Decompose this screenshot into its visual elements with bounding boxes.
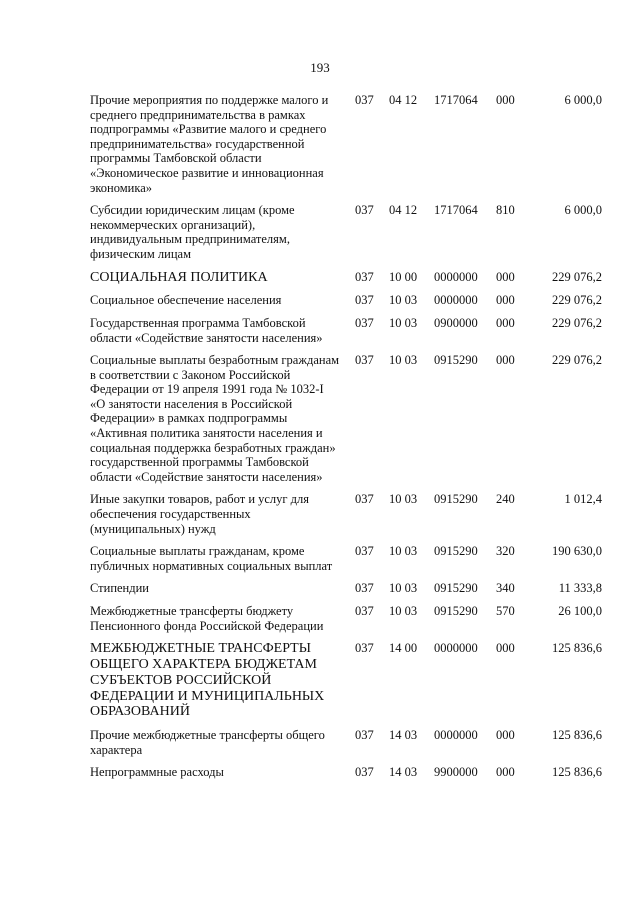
table-row [90, 203, 602, 261]
expense-type-code: 000 [496, 93, 515, 107]
row-name: Субсидии юридическим лицам (кроме некоммерческих организаций), индивидуальным предпринимателям, физическим лицам [90, 203, 295, 261]
expense-type-code: 570 [496, 604, 515, 619]
department-code: 037 [355, 203, 374, 218]
table-row [90, 765, 602, 780]
department-code: 037 [355, 544, 374, 559]
section-code: 10 03 [389, 492, 418, 507]
amount: 229 076,2 [552, 269, 602, 284]
row-name: Непрограммные расходы [90, 765, 224, 780]
target-article-code: 0915290 [434, 581, 478, 596]
amount: 229 076,2 [552, 293, 602, 308]
section-code: 10 00 [389, 269, 418, 284]
section-code: 10 03 [389, 353, 418, 368]
table-row [90, 728, 602, 757]
table-row [90, 353, 602, 484]
amount: 125 836,6 [552, 641, 602, 656]
target-article-code: 0000000 [434, 293, 478, 308]
row-name: Межбюджетные трансферты бюджету Пенсионного фонда Российской Федерации [90, 604, 324, 633]
section-code: 04 12 [389, 93, 418, 107]
amount: 1 012,4 [564, 492, 602, 507]
expense-type-code: 000 [496, 641, 515, 656]
expense-type-code: 320 [496, 544, 515, 559]
table-row [90, 316, 602, 345]
target-article-code: 0000000 [434, 641, 478, 656]
row-name: Государственная программа Тамбовской области «Содействие занятости населения» [90, 315, 323, 345]
section-code: 10 03 [389, 581, 418, 596]
table-row [90, 293, 602, 308]
target-article-code: 0915290 [434, 604, 478, 619]
section-code: 10 03 [389, 315, 418, 330]
target-article-code: 1717064 [434, 203, 478, 218]
row-name: МЕЖБЮДЖЕТНЫЕ ТРАНСФЕРТЫ ОБЩЕГО ХАРАКТЕРА БЮДЖЕТАМ СУБЪЕКТОВ РОССИЙСКОЙ ФЕДЕРАЦИИ И МУНИЦИПАЛЬНЫХ ОБРАЗОВАНИЙ [90, 641, 325, 720]
row-name: Иные закупки товаров, работ и услуг для обеспечения государственных (муниципальных) нужд [90, 492, 310, 536]
row-name: Социальные выплаты гражданам, кроме публичных нормативных социальных выплат [90, 544, 333, 573]
table-row [90, 270, 602, 286]
department-code: 037 [355, 492, 374, 507]
department-code: 037 [355, 93, 374, 107]
page-number: 193 [310, 60, 330, 75]
section-code: 14 00 [389, 641, 418, 656]
expense-type-code: 240 [496, 492, 515, 507]
expense-type-code: 810 [496, 203, 515, 218]
expense-type-code: 000 [496, 765, 515, 780]
amount: 229 076,2 [552, 315, 602, 330]
department-code: 037 [355, 765, 374, 780]
row-name: СОЦИАЛЬНАЯ ПОЛИТИКА [90, 269, 268, 285]
row-name: Прочие мероприятия по поддержке малого и среднего предпринимательства в рамках подпрограммы «Развитие малого и среднего предпринимательства» государственной программы Тамбовской области «Экономическое развитие и инновационная экономика» [90, 93, 329, 195]
row-name: Прочие межбюджетные трансферты общего характера [90, 728, 325, 757]
section-code: 04 12 [389, 203, 418, 218]
amount: 6 000,0 [564, 203, 602, 218]
budget-table [90, 93, 602, 788]
expense-type-code: 000 [496, 315, 515, 330]
row-name: Стипендии [90, 581, 149, 596]
table-row [90, 544, 602, 573]
department-code: 037 [355, 641, 374, 656]
expense-type-code: 000 [496, 728, 515, 743]
amount: 6 000,0 [564, 93, 602, 107]
amount: 11 333,8 [558, 581, 602, 596]
expense-type-code: 000 [496, 293, 515, 308]
amount: 125 836,6 [552, 728, 602, 743]
department-code: 037 [355, 581, 374, 596]
target-article-code: 9900000 [434, 765, 478, 780]
amount: 190 630,0 [552, 544, 602, 559]
section-code: 10 03 [389, 293, 418, 308]
amount: 125 836,6 [552, 765, 602, 780]
target-article-code: 0915290 [434, 492, 478, 507]
target-article-code: 1717064 [434, 93, 478, 107]
section-code: 10 03 [389, 604, 418, 619]
section-code: 10 03 [389, 544, 418, 559]
expense-type-code: 000 [496, 269, 515, 284]
expense-type-code: 000 [496, 353, 515, 368]
department-code: 037 [355, 269, 374, 284]
target-article-code: 0915290 [434, 544, 478, 559]
expense-type-code: 340 [496, 581, 515, 596]
table-row [90, 93, 602, 195]
section-code: 14 03 [389, 765, 418, 780]
department-code: 037 [355, 604, 374, 619]
table-row [90, 641, 602, 720]
section-code: 14 03 [389, 728, 418, 743]
target-article-code: 0000000 [434, 728, 478, 743]
row-name: Социальное обеспечение населения [90, 293, 282, 308]
target-article-code: 0915290 [434, 353, 478, 368]
table-row [90, 581, 602, 596]
amount: 26 100,0 [558, 604, 602, 619]
table-row [90, 604, 602, 633]
department-code: 037 [355, 315, 374, 330]
department-code: 037 [355, 353, 374, 368]
department-code: 037 [355, 293, 374, 308]
target-article-code: 0000000 [434, 269, 478, 284]
amount: 229 076,2 [552, 353, 602, 368]
table-row [90, 492, 602, 536]
target-article-code: 0900000 [434, 315, 478, 330]
row-name: Социальные выплаты безработным гражданам в соответствии с Законом Российской Федерации от 19 апреля 1991 года № 1032-I «О занятости населения в Российской Федерации» в рамках подпрограммы «Активная политика занятости населения и социальная поддержка безработных граждан» государственной программы Тамбовской области «Содействие занятости населения» [90, 353, 340, 484]
department-code: 037 [355, 728, 374, 743]
